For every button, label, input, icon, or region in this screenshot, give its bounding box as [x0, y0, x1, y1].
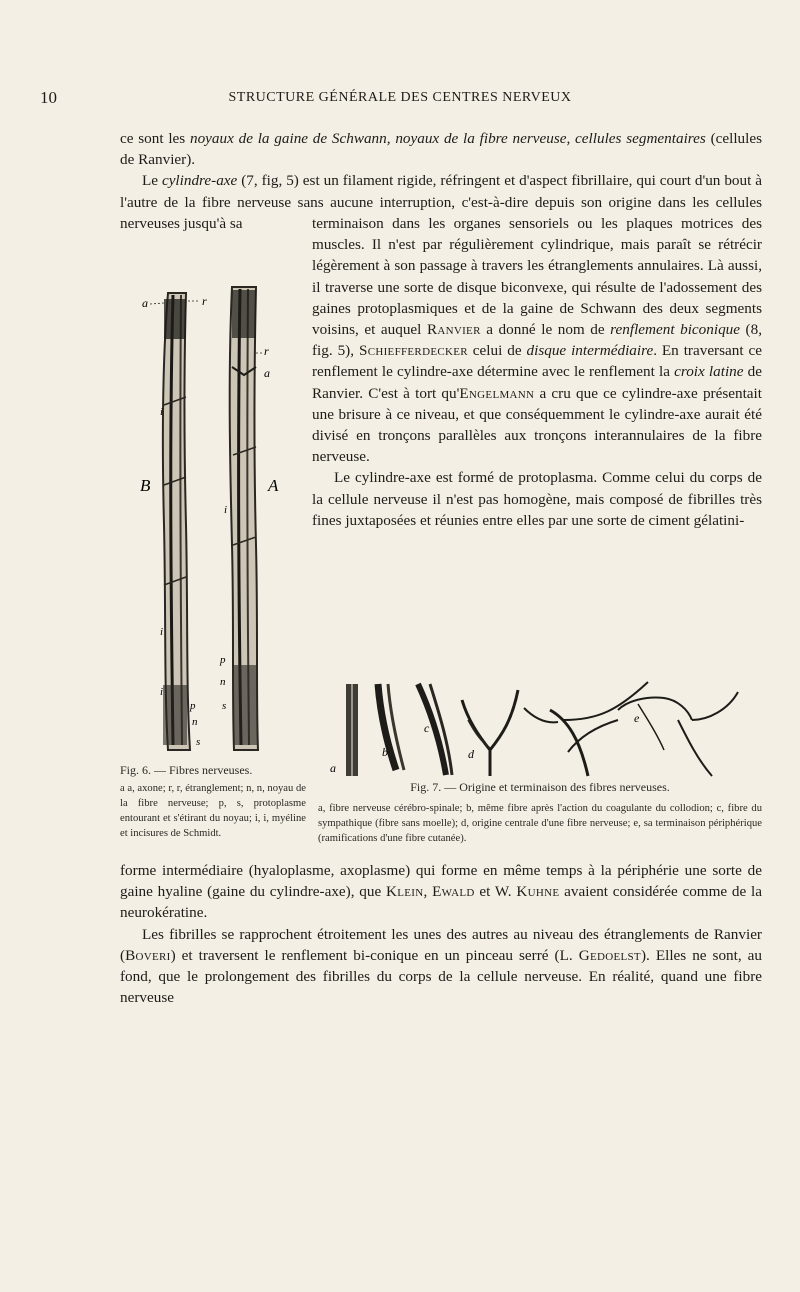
fig7-label-b: b	[382, 745, 388, 759]
figure-6-nerve-fibres	[140, 285, 310, 755]
paragraph-3-continued: forme intermédiaire (hyaloplasme, axoplasme) qui forme en même temps à la périphérie une sorte de gaine hyaline (gaine du cylindre-axe), que Klein, Ewald et W. Kuhne avaient considérée comme de la neurokératine.	[120, 862, 762, 922]
paragraph-2: Le cylindre-axe (7, fig, 5) est un filament rigide, réfringent et d'aspect fibrillaire, qui court d'un bout à l'autre de la fibre nerveuse sans aucune interruption, c'est-à-dire depuis son origine dans les cellules nerveuses jusqu'à sa	[120, 172, 762, 232]
running-title: STRUCTURE GÉNÉRALE DES CENTRES NERVEUX	[228, 90, 572, 105]
fig6-label-n-1: n	[220, 676, 226, 688]
fig6-label-B: B	[140, 476, 151, 495]
figure-6-caption	[120, 763, 306, 841]
fig6-label-A: A	[268, 476, 279, 495]
fig6-label-s-2: s	[196, 736, 201, 748]
right-column-text	[312, 213, 762, 531]
paragraph-4: Les fibrilles se rapprochent étroitement les unes des autres au niveau des étranglements de Ranvier (Boveri) et traversent le renflement bi-conique en un pinceau serré (L. Gedoelst). Elles ne sont, au fond, que le prolongement des fibrilles du corps de la cellule nerveuse. En réalité, quand une fibre nerveuse	[120, 925, 762, 1007]
fig6-label-a: a	[142, 296, 148, 310]
fig6-label-a-right: a	[264, 366, 270, 380]
fig6-label-p-2: p	[190, 700, 196, 712]
paragraph-2-continued: terminaison dans les organes sensoriels ou les plaques motrices des muscles. Il n'est par régulièrement cylindrique, mais paraît se rétrécir légèrement à son passage à travers les étranglements annulaires. Là aussi, il traverse une sorte de disque biconvexe, qui résulte de l'adossement des gaines protoplasmiques et de la gaine de Schwann des deux segments voisins, et auquel Ranvier a donné le nom de renflement biconique (8, fig. 5), Schiefferdecker celui de disque intermédiaire. En traversant ce renflement le cylindre-axe détermine avec le renflement la croix latine de Ranvier. C'est à tort qu'Engelmann a cru que ce cylindre-axe présentait une brisure à ce niveau, et que conséquemment le cylindre-axe aurait été divisé en tronçons parallèles aux tronçons interannulaires de la fibre nerveuse.	[312, 215, 762, 466]
fibre-d-origine	[462, 690, 518, 776]
fig6-label-n-2: n	[192, 716, 198, 728]
fig7-label-e: e	[634, 711, 640, 725]
fibre-b-illustration	[163, 293, 190, 750]
fibre-a-cerebro-spinale	[346, 684, 358, 776]
figure-7-caption	[318, 780, 762, 846]
fig6-label-p-1: p	[220, 654, 226, 666]
fig6-title: Fig. 6. — Fibres nerveuses.	[120, 763, 253, 777]
fig6-label-i-1: i	[160, 406, 164, 418]
fig6-label-i-4: i	[160, 686, 164, 698]
fig7-label-a: a	[330, 761, 336, 775]
bottom-paragraphs	[120, 860, 762, 1008]
fig6-label-s-1: s	[222, 700, 227, 712]
paragraph-1: ce sont les noyaux de la gaine de Schwann, noyaux de la fibre nerveuse, cellules segmentaires (cellules de Ranvier).	[120, 130, 763, 169]
fig6-label-i-3: i	[160, 626, 164, 638]
fig7-title: Fig. 7. — Origine et terminaison des fibres nerveuses.	[410, 780, 670, 794]
fibre-a-illustration	[230, 287, 258, 750]
figure-7-origin-terminaison	[318, 680, 762, 780]
fig6-legend: a a, axone; r, r, étranglement; n, n, noyau de la fibre nerveuse; p, s, protoplasme entourant et s'étirant du noyau; i, i, myéline et incisures de Schmidt.	[120, 783, 306, 839]
page-header	[40, 88, 760, 110]
fig7-label-c: c	[424, 721, 430, 735]
fig7-legend: a, fibre nerveuse cérébro-spinale; b, même fibre après l'action du coagulante du collodion; c, fibre du sympathique (fibre sans moelle); d, origine centrale d'une fibre nerveuse; e, sa terminaison périphérique (ramifications d'une fibre cutanée).	[318, 803, 762, 844]
fibre-e-terminaison	[524, 682, 738, 776]
page-number: 10	[40, 88, 57, 107]
fig7-label-d: d	[468, 747, 474, 761]
paragraph-3: Le cylindre-axe est formé de protoplasma. Comme celui du corps de la cellule nerveuse il n'est pas homogène, mais composé de fibrilles très fines juxtaposées et réunies entre elles par une sorte de ciment gélatini-	[312, 469, 762, 529]
fig6-label-r-right: r	[264, 344, 269, 358]
fig6-label-r-top: r	[202, 294, 207, 308]
fig6-label-i-2: i	[224, 504, 228, 516]
